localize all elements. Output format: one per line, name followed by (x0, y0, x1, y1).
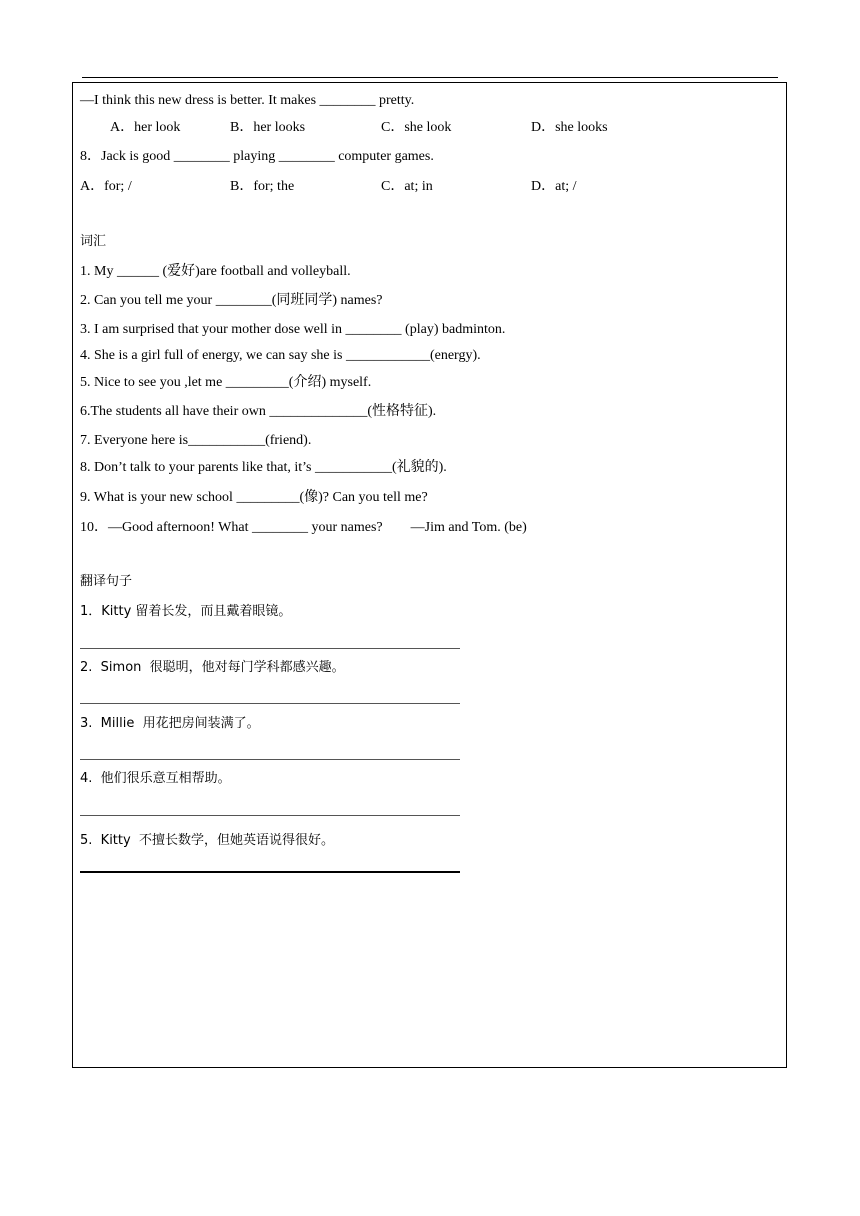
vocab-item-3: 3. I am surprised that your mother dose well in ________ (play) badminton. (80, 322, 506, 337)
vocab-item-7: 7. Everyone here is___________(friend). (80, 433, 312, 448)
q7-option-d: D．she looks (531, 120, 608, 135)
answer-line-5[interactable] (80, 871, 460, 873)
vocab-item-1: 1. My ______ (爱好)are football and volleyball. (80, 264, 351, 279)
vocab-item-4: 4. She is a girl full of energy, we can say she is ____________(energy). (80, 348, 481, 363)
question-7-line: —I think this new dress is better. It makes ________ pretty. (80, 93, 415, 108)
q7-option-b: B．her looks (230, 120, 306, 135)
answer-line-3[interactable] (80, 759, 460, 760)
translate-heading: 翻译句子 (80, 574, 133, 589)
answer-line-4[interactable] (80, 815, 460, 816)
q8-option-b: B．for; the (230, 179, 295, 194)
translate-item-2: 2. Simon 很聪明，他对每门学科都感兴趣。 (80, 660, 345, 675)
vocab-item-8: 8. Don’t talk to your parents like that, it’s ___________(礼貌的). (80, 460, 447, 475)
translate-item-1: 1．Kitty 留着长发，而且戴着眼镜。 (80, 604, 292, 619)
vocab-item-6: 6.The students all have their own ______________(性格特征). (80, 404, 437, 419)
q8-option-d: D．at; / (531, 179, 577, 194)
vocab-heading: 词汇 (80, 234, 107, 249)
header-rule (82, 77, 778, 78)
vocab-item-10: 10．—Good afternoon! What ________ your names? —Jim and Tom. (be) (80, 520, 527, 535)
q7-option-a: A．her look (110, 120, 181, 135)
worksheet-frame (72, 82, 787, 1068)
translate-item-3: 3. Millie 用花把房间装满了。 (80, 716, 260, 731)
translate-item-4: 4. 他们很乐意互相帮助。 (80, 771, 231, 786)
question-8-line: 8．Jack is good ________ playing ________ computer games. (80, 149, 434, 164)
answer-line-1[interactable] (80, 648, 460, 649)
q8-option-a: A．for; / (80, 179, 132, 194)
vocab-item-5: 5. Nice to see you ,let me _________(介绍) myself. (80, 375, 372, 390)
vocab-item-9: 9. What is your new school _________(像)? Can you tell me? (80, 490, 428, 505)
translate-item-5: 5. Kitty 不擅长数学，但她英语说得很好。 (80, 833, 334, 848)
vocab-item-2: 2. Can you tell me your ________(同班同学) names? (80, 293, 383, 308)
q7-option-c: C．she look (381, 120, 452, 135)
answer-line-2[interactable] (80, 703, 460, 704)
q8-option-c: C．at; in (381, 179, 433, 194)
